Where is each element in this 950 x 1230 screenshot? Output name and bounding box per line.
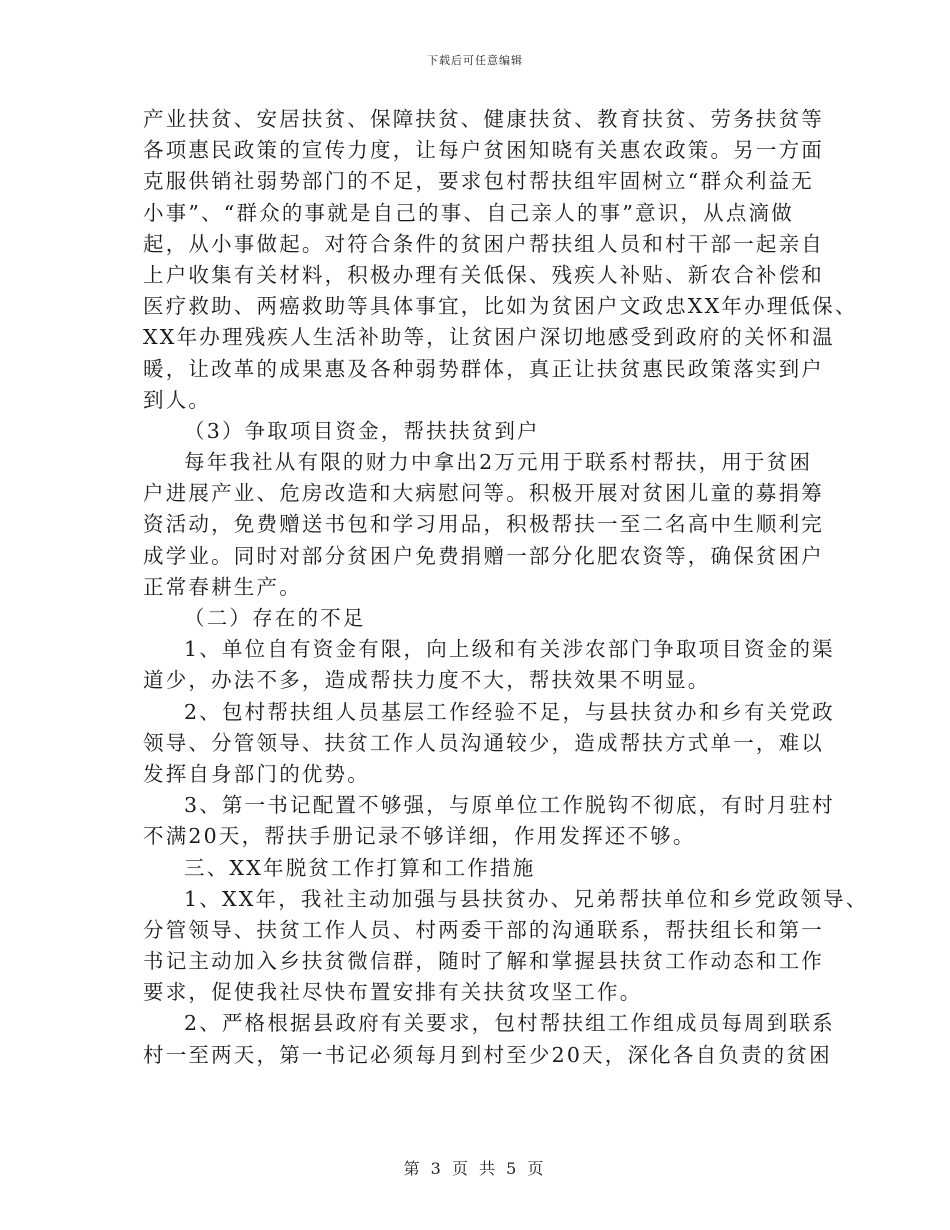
text-line: 小事”、“群众的事就是自己的事、自己亲人的事”意识，从点滴做	[143, 200, 794, 225]
text-line: 要求，促使我社尽快布置安排有关扶贫攻坚工作。	[143, 980, 643, 1005]
text-line: 2、包村帮扶组人员基层工作经验不足，与县扶贫办和乡有关党政	[184, 699, 835, 724]
text-line: 每年我社从有限的财力中拿出2万元用于联系村帮扶，用于贫困	[184, 450, 813, 475]
text-line: 道少，办法不多，造成帮扶力度不大，帮扶效果不明显。	[143, 668, 711, 693]
text-line: 2、严格根据县政府有关要求，包村帮扶组工作组成员每周到联系	[184, 1011, 835, 1036]
text-line: 分管领导、扶贫工作人员、村两委干部的沟通联系，帮扶组长和第一	[143, 917, 824, 942]
text-line: 到人。	[143, 387, 212, 412]
text-line: 不满20天，帮扶手册记录不够详细，作用发挥还不够。	[143, 824, 696, 849]
text-line: 资活动，免费赠送书包和学习用品，积极帮扶一至二名高中生顺利完	[143, 512, 824, 537]
text-line: 3、第一书记配置不够强，与原单位工作脱钩不彻底，有时月驻村	[184, 793, 835, 818]
page-header: 下载后可任意编辑	[427, 54, 523, 67]
text-line: 领导、分管领导、扶贫工作人员沟通较少，造成帮扶方式单一，难以	[143, 730, 824, 755]
text-line: 产业扶贫、安居扶贫、保障扶贫、健康扶贫、教育扶贫、劳务扶贫等	[143, 107, 824, 131]
text-line: （二）存在的不足	[184, 606, 366, 630]
text-line: 书记主动加入乡扶贫微信群，随时了解和掌握县扶贫工作动态和工作	[143, 949, 824, 974]
text-line: 发挥自身部门的优势。	[143, 761, 370, 786]
text-line: XX年办理残疾人生活补助等，让贫困户深切地感受到政府的关怀和温	[143, 325, 835, 350]
text-line: 医疗救助、两癌救助等具体事宜，比如为贫困户文政忠XX年办理低保、	[143, 294, 858, 319]
text-line: 村一至两天，第一书记必须每月到村至少20天，深化各自负责的贫困	[143, 1042, 832, 1067]
text-line: （3）争取项目资金，帮扶扶贫到户	[184, 418, 540, 443]
text-line: 1、XX年，我社主动加强与县扶贫办、兄弟帮扶单位和乡党政领导、	[184, 886, 869, 911]
text-line: 上户收集有关材料，积极办理有关低保、残疾人补贴、新农合补偿和	[143, 262, 824, 287]
page-footer: 第 3 页 共 5 页	[403, 1159, 547, 1178]
text-line: 三、XX年脱贫工作打算和工作措施	[184, 855, 536, 880]
text-line: 正常春耕生产。	[143, 574, 302, 599]
text-line: 克服供销社弱势部门的不足，要求包村帮扶组牢固树立“群众利益无	[143, 169, 814, 194]
text-line: 1、单位自有资金有限，向上级和有关涉农部门争取项目资金的渠	[184, 637, 835, 662]
document-body	[143, 104, 869, 1071]
text-line: 成学业。同时对部分贫困户免费捐赠一部分化肥农资等，确保贫困户	[143, 543, 824, 568]
text-line: 各项惠民政策的宣传力度，让每户贫困知晓有关惠农政策。另一方面	[143, 138, 824, 163]
text-line: 户进展产业、危房改造和大病慰问等。积极开展对贫困儿童的募捐筹	[143, 481, 824, 506]
text-line: 暖，让改革的成果惠及各种弱势群体，真正让扶贫惠民政策落实到户	[143, 356, 824, 381]
text-line: 起，从小事做起。对符合条件的贫困户帮扶组人员和村干部一起亲自	[143, 231, 824, 256]
